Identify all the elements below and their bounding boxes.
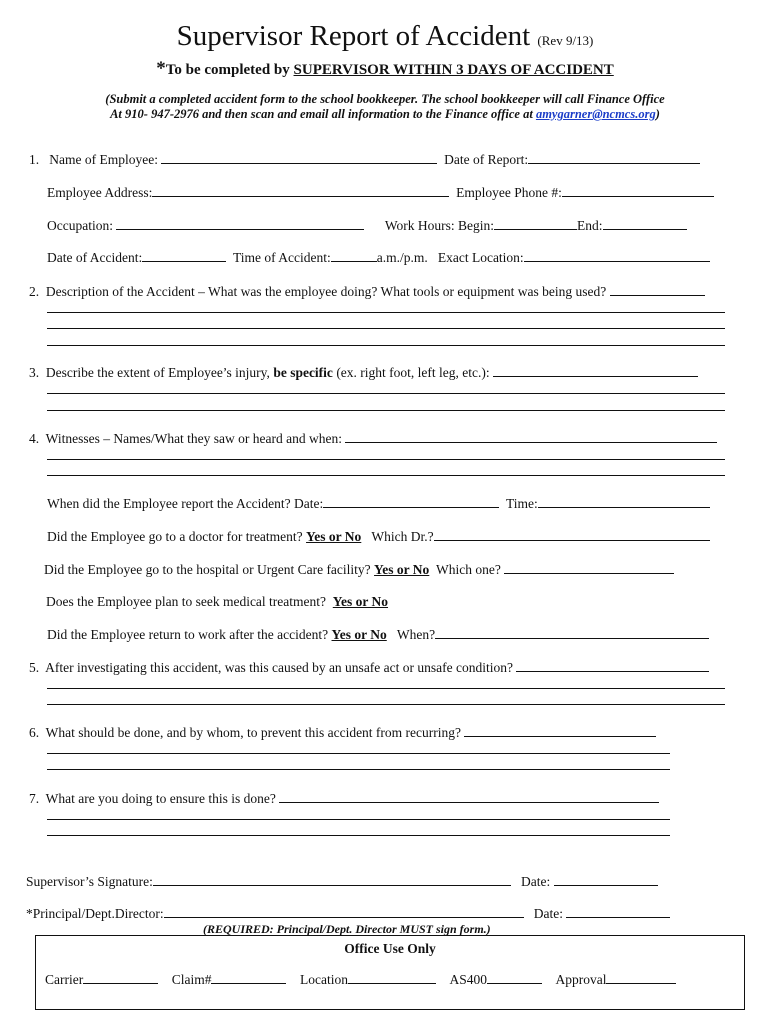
ensure-row (29, 790, 659, 807)
injury-extent-line[interactable] (47, 410, 725, 411)
doctor-label: Did the Employee go to a doctor for treatment? (47, 529, 303, 544)
injury-extent-example: (ex. right foot, left leg, etc.): (332, 365, 490, 380)
injury-extent-field[interactable] (493, 364, 698, 377)
accident-description-line[interactable] (47, 345, 725, 346)
employee-phone-label: Employee Phone #: (456, 185, 562, 200)
date-of-accident-label: Date of Accident: (47, 250, 143, 265)
return-work-row (47, 626, 709, 643)
section-7-number: 7. (29, 791, 40, 806)
prevention-line[interactable] (47, 753, 670, 754)
office-use-fields (45, 971, 676, 988)
doctor-row (47, 528, 710, 545)
supervisor-date-label: Date: (521, 874, 551, 889)
employee-name-row (29, 151, 700, 168)
occupation-row (47, 217, 687, 234)
return-work-yes-or-no[interactable]: Yes or No (331, 627, 387, 642)
witnesses-field[interactable] (345, 430, 717, 443)
instruction-line-2-end: ) (655, 107, 660, 121)
date-of-accident-field[interactable] (142, 249, 226, 262)
employee-address-label: Employee Address: (47, 185, 153, 200)
section-6-number: 6. (29, 725, 40, 740)
ampm-label: a.m./p.m. (376, 250, 428, 265)
accident-description-line[interactable] (47, 328, 725, 329)
instruction-line-2-text: At 910- 947-2976 and then scan and email all information to the Finance office at (110, 107, 536, 121)
which-doctor-label: Which Dr.? (371, 529, 434, 544)
principal-signature-field[interactable] (164, 905, 524, 918)
form-subtitle (0, 58, 770, 80)
accident-description-field[interactable] (610, 283, 705, 296)
seek-treatment-row (46, 594, 388, 610)
supervisor-signature-row (26, 873, 658, 890)
employee-phone-field[interactable] (562, 184, 714, 197)
work-hours-end-field[interactable] (603, 217, 687, 230)
time-of-accident-field[interactable] (331, 249, 377, 262)
supervisor-date-field[interactable] (554, 873, 658, 886)
section-3-number: 3. (29, 365, 40, 380)
principal-date-field[interactable] (566, 905, 670, 918)
form-title (0, 20, 770, 53)
occupation-field[interactable] (116, 217, 364, 230)
supervisor-signature-label: Supervisor’s Signature: (26, 874, 153, 889)
office-use-title: Office Use Only (344, 941, 436, 956)
location-field[interactable] (348, 971, 436, 984)
return-when-field[interactable] (435, 626, 709, 639)
employee-name-label: Name of Employee: (49, 152, 158, 167)
witnesses-line[interactable] (47, 459, 725, 460)
principal-date-label: Date: (533, 906, 563, 921)
asterisk: * (156, 58, 166, 79)
hospital-yes-or-no[interactable]: Yes or No (374, 562, 430, 577)
section-5-number: 5. (29, 660, 40, 675)
exact-location-field[interactable] (524, 249, 710, 262)
ensure-label: What are you doing to ensure this is done? (45, 791, 276, 806)
doctor-yes-or-no[interactable]: Yes or No (306, 529, 362, 544)
carrier-label: Carrier (45, 972, 84, 987)
title-text: Supervisor Report of Accident (176, 20, 531, 52)
occupation-label: Occupation: (47, 218, 113, 233)
location-label: Location (299, 972, 348, 987)
which-doctor-field[interactable] (434, 528, 710, 541)
work-hours-begin-label: Work Hours: Begin: (384, 218, 495, 233)
accident-description-row (29, 283, 705, 300)
section-2-number: 2. (29, 284, 40, 299)
claim-label: Claim# (171, 972, 212, 987)
section-1-number: 1. (29, 152, 40, 167)
hospital-label: Did the Employee go to the hospital or Urgent Care facility? (44, 562, 371, 577)
be-specific-emphasis: be specific (273, 365, 333, 380)
which-facility-label: Which one? (436, 562, 501, 577)
section-4-number: 4. (29, 431, 40, 446)
subtitle-prefix: To be completed by (165, 62, 294, 78)
time-of-accident-label: Time of Accident: (232, 250, 331, 265)
ensure-line[interactable] (47, 835, 670, 836)
injury-extent-label: Describe the extent of Employee’s injury, (45, 365, 274, 380)
date-of-report-field[interactable] (528, 151, 700, 164)
employee-address-field[interactable] (152, 184, 449, 197)
which-facility-field[interactable] (504, 561, 674, 574)
principal-signature-row (26, 905, 670, 922)
prevention-line[interactable] (47, 769, 670, 770)
work-hours-end-label: End: (577, 218, 603, 233)
ensure-line[interactable] (47, 819, 670, 820)
as400-label: AS400 (449, 972, 487, 987)
date-of-report-label: Date of Report: (444, 152, 529, 167)
ensure-field[interactable] (279, 790, 659, 803)
seek-treatment-yes-or-no[interactable]: Yes or No (332, 594, 389, 609)
approval-field[interactable] (606, 971, 676, 984)
witnesses-row (29, 430, 717, 447)
return-work-label: Did the Employee return to work after the accident? (47, 627, 329, 642)
cause-field[interactable] (516, 659, 709, 672)
required-note: (REQUIRED: Principal/Dept. Director MUST sign form.) (203, 922, 491, 936)
approval-label: Approval (555, 972, 607, 987)
carrier-field[interactable] (83, 971, 158, 984)
accident-datetime-row (47, 249, 710, 266)
report-datetime-row (47, 495, 710, 512)
report-time-label: Time: (506, 496, 538, 511)
employee-name-field[interactable] (161, 151, 437, 164)
cause-line[interactable] (47, 688, 725, 689)
witnesses-line[interactable] (47, 475, 725, 476)
office-use-box (35, 935, 745, 1010)
report-date-field[interactable] (323, 495, 499, 508)
claim-field[interactable] (211, 971, 286, 984)
principal-signature-label: *Principal/Dept.Director: (26, 906, 164, 921)
injury-extent-row (29, 364, 698, 381)
finance-email-link[interactable]: amygarner@ncmcs.org (535, 107, 656, 121)
accident-description-label: Description of the Accident – What was the employee doing? What tools or equipment was being used? (45, 284, 607, 299)
employee-address-row (47, 184, 714, 201)
witnesses-label: Witnesses – Names/What they saw or heard and when: (45, 431, 343, 446)
hospital-row (44, 561, 674, 578)
instruction-line-1: (Submit a completed accident form to the school bookkeeper. The school bookkeeper will call Finance Office (105, 92, 665, 106)
exact-location-label: Exact Location: (437, 250, 524, 265)
prevention-row (29, 724, 656, 741)
return-when-label: When? (396, 627, 436, 642)
instruction-line-2 (0, 107, 770, 122)
cause-label: After investigating this accident, was this caused by an unsafe act or unsafe condition? (45, 660, 513, 675)
prevention-label: What should be done, and by whom, to prevent this accident from recurring? (45, 725, 462, 740)
as400-field[interactable] (487, 971, 542, 984)
subtitle-emphasis: SUPERVISOR WITHIN 3 DAYS OF ACCIDENT (293, 62, 614, 78)
work-hours-begin-field[interactable] (494, 217, 577, 230)
report-time-field[interactable] (538, 495, 710, 508)
accident-description-line[interactable] (47, 312, 725, 313)
revision-label: (Rev 9/13) (537, 33, 594, 48)
supervisor-signature-field[interactable] (153, 873, 511, 886)
report-date-label: When did the Employee report the Accident? Date: (47, 496, 324, 511)
cause-line[interactable] (47, 704, 725, 705)
injury-extent-line[interactable] (47, 393, 725, 394)
cause-row (29, 659, 709, 676)
seek-treatment-label: Does the Employee plan to seek medical treatment? (46, 594, 327, 609)
prevention-field[interactable] (464, 724, 656, 737)
